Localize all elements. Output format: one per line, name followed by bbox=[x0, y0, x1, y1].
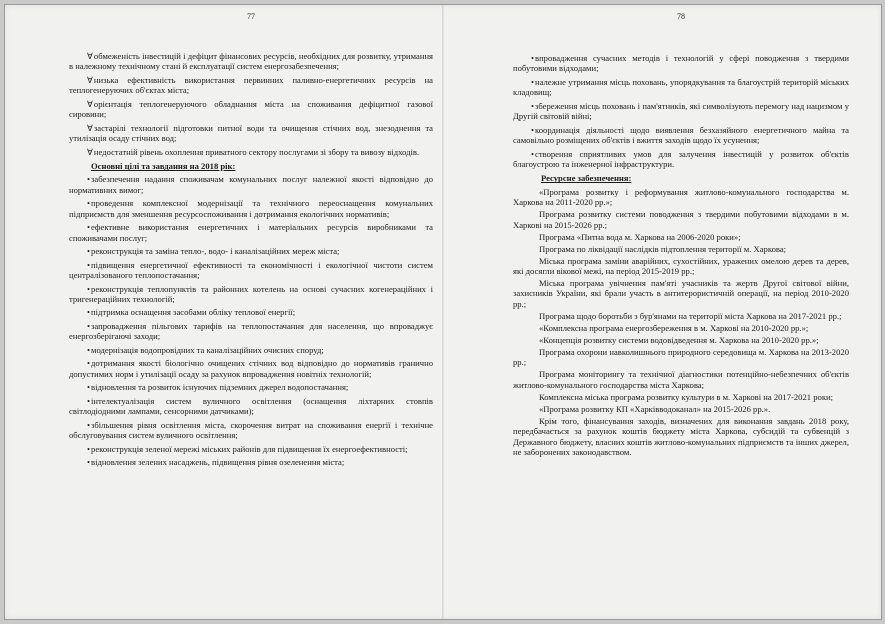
goals-continued-list bbox=[513, 53, 849, 169]
goal-item-text: забезпечення надання споживачам комунальних послуг належної якості відповідно до нормативних вимог; bbox=[69, 174, 433, 195]
goal-item-text: належне утримання місць поховань, упорядкування та благоустрій територій міських кладовищ; bbox=[513, 76, 849, 98]
problem-item bbox=[69, 51, 433, 72]
bullet-icon: • bbox=[87, 222, 91, 233]
bullet-icon: • bbox=[531, 76, 535, 87]
goal-item-text: дотримання якості біологічно очищених стічних вод відповідно до нормативів гранично допустимих норм і утилізації осаду за рахунок впровадження новітніх технологій; bbox=[69, 358, 433, 379]
resource-item bbox=[513, 311, 849, 321]
goal-item-text: збільшення рівня освітлення міста, скорочення витрат на споживання енергії і технічне обслуговування систем вуличного освітлення; bbox=[69, 419, 433, 441]
page-fold bbox=[442, 5, 444, 619]
problem-item-text: низька ефективність використання первинних паливно-енергетичних ресурсів на теплогенеруючих об'єктах міста; bbox=[69, 74, 433, 96]
resource-item bbox=[513, 256, 849, 277]
problem-item-text: обмеженість інвестицій і дефіцит фінансових ресурсів, необхідних для розвитку, утримання в належному технічному стані й експлуатації систем енергозабезпечення; bbox=[69, 51, 433, 72]
page-number-right: 78 bbox=[677, 12, 685, 21]
problem-item bbox=[69, 99, 433, 120]
goal-item bbox=[69, 222, 433, 243]
right-page bbox=[513, 5, 849, 619]
bullet-icon: • bbox=[531, 148, 535, 159]
resource-item-text: Міська програма заміни аварійних, сухостійних, уражених омелою дерев та дерев, які досягли вікової межі, на період 2015-2019 рр.; bbox=[513, 255, 849, 277]
goal-item bbox=[513, 53, 849, 74]
goal-item-text: запровадження пільгових тарифів на теплопостачання для населення, що впроваджує енергозберігаючі заходи; bbox=[69, 320, 433, 342]
resource-item-text: Програма розвитку системи поводження з твердими побутовими відходами в м. Харкові на 2015-2026 рр.; bbox=[513, 209, 849, 230]
goal-item-text: реконструкція зеленої мережі міських районів для підвищення їх енергоефективності; bbox=[91, 443, 408, 454]
bullet-icon: • bbox=[87, 419, 91, 430]
resource-item bbox=[513, 232, 849, 242]
right-page-body bbox=[513, 53, 849, 459]
problems-list bbox=[69, 51, 433, 157]
bullet-icon: • bbox=[87, 358, 91, 369]
bullet-icon: • bbox=[531, 124, 535, 135]
bullet-icon: • bbox=[87, 283, 91, 294]
resource-item bbox=[513, 335, 849, 345]
goal-item bbox=[69, 198, 433, 219]
resource-item-text: Комплексна міська програма розвитку культури в м. Харкові на 2017-2021 роки; bbox=[539, 391, 833, 402]
bullet-icon: • bbox=[87, 320, 91, 331]
bullet-icon: • bbox=[87, 443, 91, 454]
goal-item-text: підтримка оснащення засобами обліку теплової енергії; bbox=[91, 307, 296, 318]
problem-item bbox=[69, 123, 433, 144]
resource-item-text: «Програма розвитку і реформування житлово-комунального господарства м. Харкова на 2011-2020 рр.»; bbox=[513, 186, 849, 208]
bullet-icon: • bbox=[87, 457, 91, 468]
resource-item bbox=[513, 209, 849, 230]
bullet-icon: • bbox=[87, 382, 91, 393]
resource-item bbox=[513, 187, 849, 208]
bullet-icon: • bbox=[87, 174, 91, 185]
resource-item bbox=[513, 404, 849, 414]
resource-item-text: «Концепція розвитку системи водовідведення м. Харкова на 2010-2020 рр.»; bbox=[539, 334, 819, 345]
goal-item bbox=[69, 260, 433, 281]
goal-item-text: відновлення та розвиток існуючих підземних джерел водопостачання; bbox=[91, 382, 349, 393]
bullet-icon: • bbox=[87, 198, 91, 209]
resource-item-text: Програма по ліквідації наслідків підтоплення території м. Харкова; bbox=[539, 243, 787, 254]
check-mark-icon: ∀ bbox=[87, 122, 93, 133]
resource-item-text: Програма моніторингу та технічної діагностики потенційно-небезпечних об'єктів житлово-комунального господарства міста Харкова; bbox=[513, 369, 849, 390]
problem-item-text: орієнтація теплогенеруючого обладнання міста на споживання дефіцитної газової сировини; bbox=[69, 98, 433, 120]
resource-item-text: Програма охорони навколишнього природного середовища м. Харкова на 2013-2020 рр.; bbox=[513, 346, 849, 368]
resources-list bbox=[513, 187, 849, 414]
document-spread bbox=[4, 4, 882, 620]
resource-item bbox=[513, 392, 849, 402]
check-mark-icon: ∀ bbox=[87, 98, 93, 109]
goal-item bbox=[69, 307, 433, 317]
bullet-icon: • bbox=[87, 259, 91, 270]
goal-item bbox=[513, 149, 849, 170]
goal-item bbox=[69, 284, 433, 305]
resource-item-text: Програма щодо боротьби з бур'янами на території міста Харкова на 2017-2021 рр.; bbox=[539, 310, 842, 321]
closing-paragraph: Крім того, фінансування заходів, визначених для виконання завдань 2018 року, передбачається за рахунок коштів бюджету міста Харкова, субсидій та субвенцій з Державного бюджету, власних коштів житлово-комунальних підприємств та інших джерел, не заборонених законодавством. bbox=[513, 415, 849, 457]
left-page bbox=[69, 5, 433, 619]
goal-item bbox=[69, 174, 433, 195]
check-mark-icon: ∀ bbox=[87, 51, 93, 61]
goal-item-text: підвищення енергетичної ефективності та економічності і екологічної чистоти систем централізованого теплопостачання; bbox=[69, 259, 433, 281]
bullet-icon: • bbox=[87, 344, 91, 355]
bullet-icon: • bbox=[87, 395, 91, 406]
resource-item-text: «Комплексна програма енергозбереження в м. Харкові на 2010-2020 рр.»; bbox=[539, 322, 809, 333]
resource-item bbox=[513, 369, 849, 390]
resource-item bbox=[513, 278, 849, 309]
goal-item bbox=[513, 101, 849, 122]
resource-item bbox=[513, 323, 849, 333]
goal-item-text: створення сприятливих умов для залучення інвестицій у розвиток об'єктів благоустрою та інженерної інфраструктури. bbox=[513, 148, 849, 170]
problem-item-text: застарілі технології підготовки питної води та очищення стічних вод, знезоднення та утилізація осаду стічних вод; bbox=[69, 122, 433, 144]
goal-item-text: реконструкція та заміна тепло-, водо- і каналізаційних мереж міста; bbox=[91, 246, 340, 257]
goal-item bbox=[513, 125, 849, 146]
goal-item-text: координація діяльності щодо виявлення безхазяйного енергетичного майна та самовільно розміщених об'єктів і вжиття заходів щодо їх усунення; bbox=[513, 124, 849, 146]
goal-item bbox=[69, 358, 433, 379]
problem-item bbox=[69, 147, 433, 157]
goal-item-text: впровадження сучасних методів і технологій у сфері поводження з твердими побутовими відходами; bbox=[513, 53, 849, 74]
bullet-icon: • bbox=[87, 246, 91, 257]
bullet-icon: • bbox=[531, 53, 535, 63]
goal-item bbox=[69, 321, 433, 342]
check-mark-icon: ∀ bbox=[87, 74, 93, 85]
goal-item bbox=[69, 420, 433, 441]
goal-item-text: інтелектуалізація систем вуличного освітлення (оснащення ліхтарних стовпів світлодіодними лампами, сенсорними датчиками); bbox=[69, 395, 433, 417]
resource-item-text: Програма «Питна вода м. Харкова на 2006-2020 роки»; bbox=[539, 231, 741, 242]
goal-item-text: збереження місць поховань і пам'ятників, які символізують перемогу над нацизмом у Другій світовій війні; bbox=[513, 100, 849, 122]
goals-list bbox=[69, 174, 433, 467]
goal-item bbox=[69, 345, 433, 355]
goal-item-text: ефективне використання енергетичних і матеріальних ресурсів виробниками та споживачами послуг; bbox=[69, 222, 433, 243]
goal-item bbox=[69, 382, 433, 392]
goal-item bbox=[513, 77, 849, 98]
goal-item bbox=[69, 396, 433, 417]
left-page-body bbox=[69, 51, 433, 471]
goal-item bbox=[69, 246, 433, 256]
problem-item bbox=[69, 75, 433, 96]
goal-item-text: реконструкція теплопунктів та районних котелень на основі сучасних когенераційних і тригенераційних технологій; bbox=[69, 283, 433, 304]
check-mark-icon: ∀ bbox=[87, 146, 93, 157]
goals-heading: Основні цілі та завдання на 2018 рік: bbox=[91, 161, 236, 172]
bullet-icon: • bbox=[87, 307, 91, 318]
resources-heading: Ресурсне забезпечення: bbox=[541, 173, 632, 184]
goal-item bbox=[69, 444, 433, 454]
resource-item bbox=[513, 347, 849, 368]
page-number-left: 77 bbox=[247, 12, 255, 21]
goal-item-text: модернізація водопровідних та каналізаційних очисних споруд; bbox=[91, 344, 324, 355]
goal-item-text: відновлення зелених насаджень, підвищення рівня озеленення міста; bbox=[91, 457, 345, 468]
goal-item-text: проведення комплексної модернізації та технічного переоснащення комунальних підприємств для зменшення ресурсоспоживання і дотримання екологічних нормативів; bbox=[69, 198, 433, 219]
resource-item-text: «Програма розвитку КП «Харківводоканал» на 2015-2026 рр.». bbox=[539, 403, 771, 414]
problem-item-text: недостатній рівень охоплення приватного сектору послугами зі збору та вивозу відходів. bbox=[93, 146, 420, 157]
resource-item-text: Міська програма увічнення пам'яті учасників та жертв Другої світової війни, захисників України, які брали участь в антитерористичній операції, на період 2010-2020 рр.; bbox=[513, 278, 849, 309]
goal-item bbox=[69, 457, 433, 467]
resource-item bbox=[513, 244, 849, 254]
bullet-icon: • bbox=[531, 100, 535, 111]
